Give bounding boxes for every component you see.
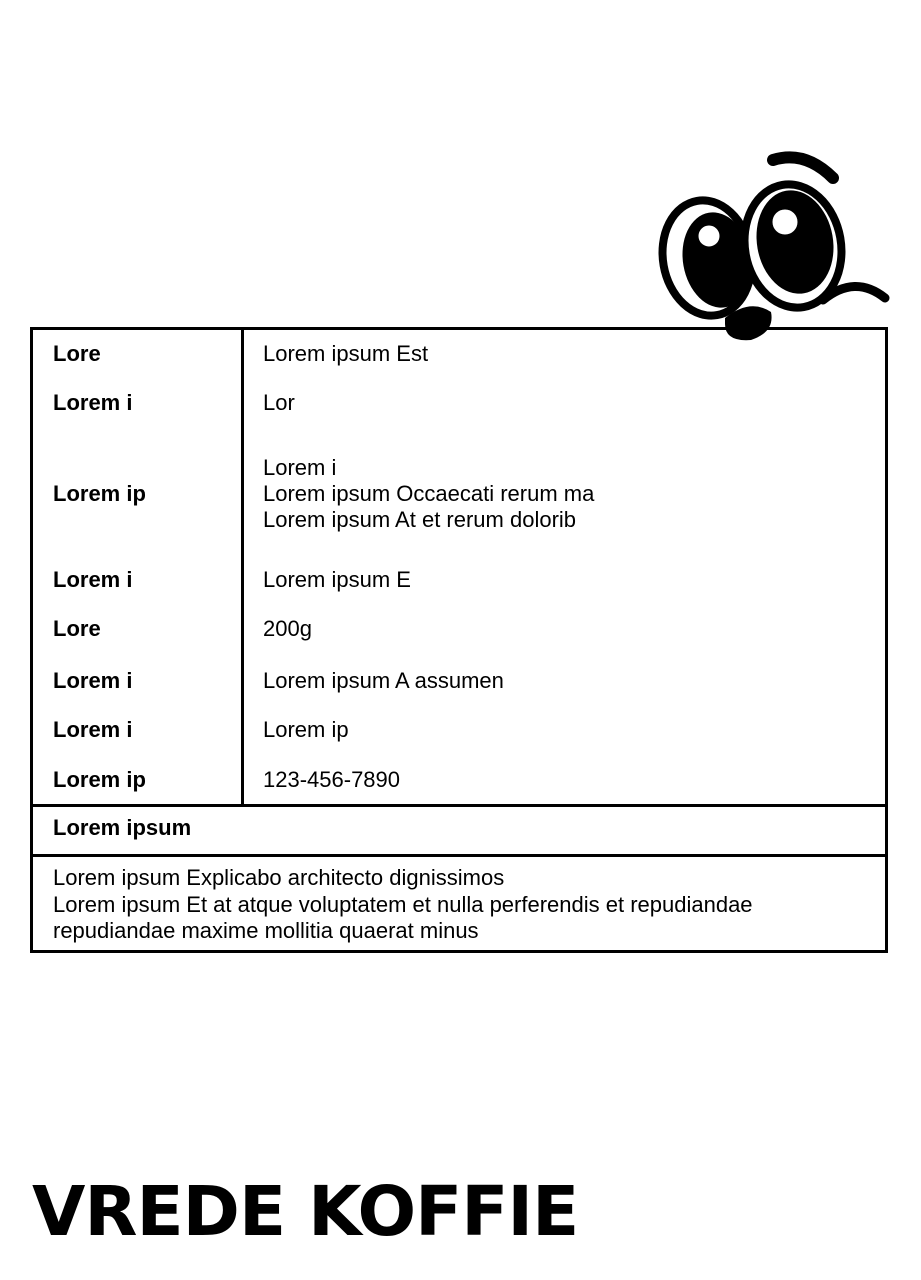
spec-label: Lorem ip: [53, 767, 146, 792]
spec-value: Lor: [263, 390, 295, 415]
spec-label: Lorem i: [53, 567, 133, 592]
spec-value-multiline: [263, 455, 594, 533]
spec-value: Lorem ipsum E: [263, 567, 411, 592]
spec-label: Lore: [53, 341, 101, 366]
description-line: Lorem ipsum Et at atque voluptatem et nulla perferendis et repudiandae: [53, 891, 753, 917]
spec-value: Lorem ipsum Est: [263, 341, 429, 366]
brand-name: VREDE KOFFIE: [32, 1172, 579, 1252]
spec-label: Lorem i: [53, 717, 133, 742]
description-line: repudiandae maxime mollitia quaerat minus: [53, 918, 479, 943]
row-divider: [33, 854, 885, 857]
description-line: Lorem ipsum Explicabo architecto dignissimos: [53, 865, 505, 890]
spec-label: Lore: [53, 616, 101, 641]
spec-value-line: Lorem ipsum Occaecati rerum ma: [263, 481, 595, 506]
column-divider: [241, 327, 244, 805]
spec-label: Lorem i: [53, 390, 133, 415]
spec-label: Lorem i: [53, 668, 133, 693]
spec-value: 123-456-7890: [263, 767, 401, 792]
cartoon-eyes-face-icon: [655, 148, 895, 348]
description-text: [53, 865, 753, 945]
product-spec-table: [30, 327, 888, 953]
spec-value: Lorem ip: [263, 717, 349, 742]
spec-value-line: Lorem ipsum At et rerum dolorib: [263, 507, 577, 532]
spec-value-line: Lorem i: [263, 455, 337, 480]
spec-value: 200g: [263, 616, 312, 641]
row-divider: [33, 804, 885, 807]
spec-label: Lorem ip: [53, 481, 146, 506]
spec-value: Lorem ipsum A assumen: [263, 668, 504, 693]
description-title: Lorem ipsum: [53, 815, 192, 840]
